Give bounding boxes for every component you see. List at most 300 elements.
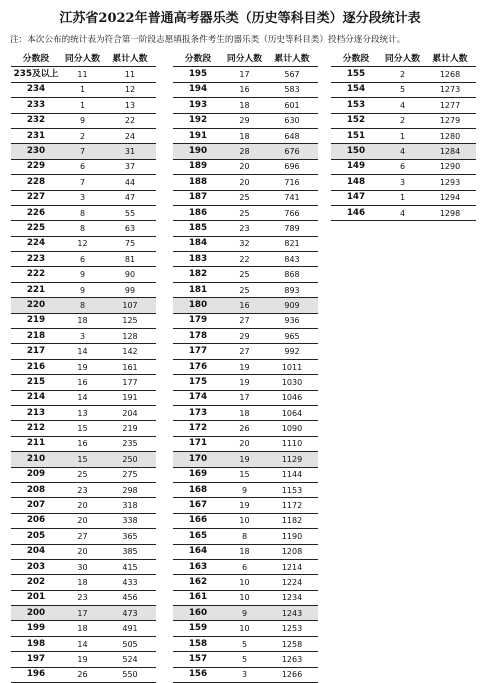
cumulative-cell: 99 (104, 282, 156, 297)
count-cell: 19 (223, 452, 266, 467)
score-cell: 155 (331, 67, 381, 82)
table-note: 注：本次公布的统计表为符合第一阶段志愿填报条件考生的器乐类（历史等科目类）投档分逐分段统计。 (10, 35, 406, 45)
cumulative-cell: 125 (104, 313, 156, 328)
count-cell: 17 (223, 390, 266, 405)
count-cell: 16 (223, 298, 266, 313)
table-row (11, 98, 156, 113)
table-row (11, 636, 156, 651)
score-cell: 199 (11, 621, 61, 636)
header-count: 同分人数 (61, 52, 104, 67)
score-cell: 177 (173, 344, 223, 359)
cumulative-cell: 44 (104, 175, 156, 190)
count-cell: 20 (223, 159, 266, 174)
count-cell: 10 (223, 575, 266, 590)
table-row (11, 452, 156, 467)
table-row (11, 590, 156, 605)
score-cell: 197 (11, 652, 61, 667)
cumulative-cell: 601 (266, 98, 318, 113)
count-cell: 18 (223, 98, 266, 113)
score-cell: 211 (11, 436, 61, 451)
cumulative-cell: 1182 (266, 513, 318, 528)
count-cell: 3 (61, 190, 104, 205)
cumulative-cell: 37 (104, 159, 156, 174)
count-cell: 8 (61, 205, 104, 220)
cumulative-cell: 1046 (266, 390, 318, 405)
table-row (11, 390, 156, 405)
count-cell: 5 (381, 82, 424, 97)
cumulative-cell: 1273 (424, 82, 476, 97)
cumulative-cell: 161 (104, 359, 156, 374)
score-cell: 174 (173, 390, 223, 405)
score-cell: 154 (331, 82, 381, 97)
header-score: 分数段 (173, 52, 223, 67)
score-cell: 208 (11, 482, 61, 497)
count-cell: 9 (61, 113, 104, 128)
header-count: 同分人数 (381, 52, 424, 67)
score-cell: 184 (173, 236, 223, 251)
count-cell: 29 (223, 113, 266, 128)
table-row (11, 559, 156, 574)
cumulative-cell: 1190 (266, 529, 318, 544)
cumulative-cell: 1129 (266, 452, 318, 467)
table-row (11, 267, 156, 282)
count-cell: 20 (61, 513, 104, 528)
table-row (11, 513, 156, 528)
table-row (173, 175, 318, 190)
cumulative-cell: 219 (104, 421, 156, 436)
score-cell: 182 (173, 267, 223, 282)
cumulative-cell: 965 (266, 329, 318, 344)
count-cell: 18 (61, 621, 104, 636)
count-cell: 10 (223, 621, 266, 636)
count-cell: 15 (61, 421, 104, 436)
cumulative-cell: 696 (266, 159, 318, 174)
count-cell: 14 (61, 390, 104, 405)
score-cell: 176 (173, 359, 223, 374)
cumulative-cell: 90 (104, 267, 156, 282)
table-row (173, 405, 318, 420)
count-cell: 18 (61, 313, 104, 328)
score-cell: 226 (11, 205, 61, 220)
header-cumulative: 累计人数 (424, 52, 476, 67)
count-cell: 25 (61, 467, 104, 482)
page-title: 江苏省2022年普通高考器乐类（历史等科目类）逐分段统计表 (59, 11, 421, 26)
cumulative-cell: 843 (266, 252, 318, 267)
table-row (11, 498, 156, 513)
score-table-column-2 (173, 52, 318, 683)
score-cell: 235及以上 (11, 67, 61, 82)
cumulative-cell: 191 (104, 390, 156, 405)
score-cell: 158 (173, 636, 223, 651)
table-row (11, 375, 156, 390)
score-cell: 214 (11, 390, 61, 405)
cumulative-cell: 13 (104, 98, 156, 113)
table-row (331, 98, 476, 113)
score-cell: 206 (11, 513, 61, 528)
table-row (173, 98, 318, 113)
table-row (11, 252, 156, 267)
count-cell: 6 (381, 159, 424, 174)
score-cell: 192 (173, 113, 223, 128)
score-cell: 216 (11, 359, 61, 374)
cumulative-cell: 433 (104, 575, 156, 590)
cumulative-cell: 766 (266, 205, 318, 220)
count-cell: 10 (223, 590, 266, 605)
score-cell: 190 (173, 144, 223, 159)
count-cell: 29 (223, 329, 266, 344)
cumulative-cell: 1153 (266, 482, 318, 497)
cumulative-cell: 177 (104, 375, 156, 390)
table-row (173, 282, 318, 297)
score-cell: 219 (11, 313, 61, 328)
table-row (331, 67, 476, 82)
count-cell: 5 (223, 652, 266, 667)
count-cell: 15 (223, 467, 266, 482)
count-cell: 30 (61, 559, 104, 574)
table-row (11, 282, 156, 297)
cumulative-cell: 1298 (424, 205, 476, 220)
score-cell: 217 (11, 344, 61, 359)
count-cell: 19 (223, 375, 266, 390)
count-cell: 14 (61, 636, 104, 651)
score-cell: 165 (173, 529, 223, 544)
table-row (173, 205, 318, 220)
count-cell: 26 (61, 667, 104, 682)
table-row (173, 67, 318, 82)
table-row (173, 606, 318, 621)
table-row (173, 221, 318, 236)
count-cell: 7 (61, 175, 104, 190)
score-cell: 188 (173, 175, 223, 190)
cumulative-cell: 1253 (266, 621, 318, 636)
score-cell: 151 (331, 128, 381, 143)
count-cell: 1 (381, 190, 424, 205)
score-cell: 166 (173, 513, 223, 528)
score-cell: 203 (11, 559, 61, 574)
cumulative-cell: 992 (266, 344, 318, 359)
count-cell: 27 (61, 529, 104, 544)
score-cell: 179 (173, 313, 223, 328)
table-row (173, 621, 318, 636)
score-cell: 149 (331, 159, 381, 174)
cumulative-cell: 55 (104, 205, 156, 220)
score-cell: 157 (173, 652, 223, 667)
score-cell: 146 (331, 205, 381, 220)
score-cell: 168 (173, 482, 223, 497)
count-cell: 3 (223, 667, 266, 682)
cumulative-cell: 47 (104, 190, 156, 205)
score-cell: 232 (11, 113, 61, 128)
cumulative-cell: 524 (104, 652, 156, 667)
count-cell: 7 (61, 144, 104, 159)
score-cell: 153 (331, 98, 381, 113)
table-row (173, 436, 318, 451)
table-row (11, 405, 156, 420)
score-cell: 198 (11, 636, 61, 651)
table-row (173, 452, 318, 467)
table-row (11, 236, 156, 251)
score-cell: 172 (173, 421, 223, 436)
count-cell: 16 (61, 436, 104, 451)
table-row (331, 175, 476, 190)
cumulative-cell: 1030 (266, 375, 318, 390)
count-cell: 4 (381, 144, 424, 159)
count-cell: 16 (61, 375, 104, 390)
table-row (173, 298, 318, 313)
table-row (173, 344, 318, 359)
count-cell: 19 (61, 652, 104, 667)
count-cell: 16 (223, 82, 266, 97)
score-cell: 195 (173, 67, 223, 82)
score-cell: 228 (11, 175, 61, 190)
score-cell: 196 (11, 667, 61, 682)
table-row (173, 498, 318, 513)
cumulative-cell: 1294 (424, 190, 476, 205)
score-cell: 180 (173, 298, 223, 313)
count-cell: 8 (223, 529, 266, 544)
cumulative-cell: 868 (266, 267, 318, 282)
table-row (11, 190, 156, 205)
cumulative-cell: 648 (266, 128, 318, 143)
table-row (11, 436, 156, 451)
cumulative-cell: 1279 (424, 113, 476, 128)
table-row (11, 575, 156, 590)
header-cumulative: 累计人数 (104, 52, 156, 67)
count-cell: 9 (223, 606, 266, 621)
table-row (11, 159, 156, 174)
table-row (11, 482, 156, 497)
cumulative-cell: 1234 (266, 590, 318, 605)
cumulative-cell: 365 (104, 529, 156, 544)
table-row (173, 482, 318, 497)
header-score: 分数段 (11, 52, 61, 67)
score-cell: 148 (331, 175, 381, 190)
cumulative-cell: 235 (104, 436, 156, 451)
table-row (11, 652, 156, 667)
table-row (173, 359, 318, 374)
score-cell: 181 (173, 282, 223, 297)
count-cell: 1 (381, 128, 424, 143)
table-row (11, 82, 156, 97)
header-count: 同分人数 (223, 52, 266, 67)
table-row (11, 421, 156, 436)
table-row (173, 113, 318, 128)
table-row (11, 67, 156, 82)
cumulative-cell: 1280 (424, 128, 476, 143)
score-cell: 175 (173, 375, 223, 390)
count-cell: 18 (61, 575, 104, 590)
table-row (173, 159, 318, 174)
table-row (11, 313, 156, 328)
cumulative-cell: 22 (104, 113, 156, 128)
table-header-row (11, 52, 156, 67)
score-cell: 210 (11, 452, 61, 467)
count-cell: 23 (223, 221, 266, 236)
score-cell: 147 (331, 190, 381, 205)
count-cell: 13 (61, 405, 104, 420)
table-row (173, 128, 318, 143)
cumulative-cell: 1224 (266, 575, 318, 590)
table-row (173, 544, 318, 559)
table-row (173, 375, 318, 390)
score-cell: 202 (11, 575, 61, 590)
count-cell: 28 (223, 144, 266, 159)
cumulative-cell: 1263 (266, 652, 318, 667)
score-cell: 215 (11, 375, 61, 390)
cumulative-cell: 741 (266, 190, 318, 205)
score-cell: 178 (173, 329, 223, 344)
table-row (331, 159, 476, 174)
score-cell: 160 (173, 606, 223, 621)
table-row (11, 144, 156, 159)
count-cell: 14 (61, 344, 104, 359)
table-row (173, 329, 318, 344)
score-cell: 221 (11, 282, 61, 297)
cumulative-cell: 789 (266, 221, 318, 236)
count-cell: 23 (61, 590, 104, 605)
count-cell: 6 (61, 159, 104, 174)
cumulative-cell: 1064 (266, 405, 318, 420)
cumulative-cell: 142 (104, 344, 156, 359)
table-row (173, 390, 318, 405)
table-row (11, 621, 156, 636)
cumulative-cell: 583 (266, 82, 318, 97)
cumulative-cell: 505 (104, 636, 156, 651)
cumulative-cell: 128 (104, 329, 156, 344)
cumulative-cell: 1110 (266, 436, 318, 451)
score-cell: 220 (11, 298, 61, 313)
count-cell: 18 (223, 128, 266, 143)
score-cell: 204 (11, 544, 61, 559)
cumulative-cell: 11 (104, 67, 156, 82)
table-row (11, 175, 156, 190)
score-cell: 185 (173, 221, 223, 236)
count-cell: 25 (223, 267, 266, 282)
count-cell: 23 (61, 482, 104, 497)
count-cell: 20 (61, 498, 104, 513)
count-cell: 32 (223, 236, 266, 251)
cumulative-cell: 1277 (424, 98, 476, 113)
score-cell: 156 (173, 667, 223, 682)
count-cell: 17 (223, 67, 266, 82)
cumulative-cell: 24 (104, 128, 156, 143)
table-row (173, 82, 318, 97)
score-cell: 150 (331, 144, 381, 159)
score-cell: 200 (11, 606, 61, 621)
count-cell: 1 (61, 98, 104, 113)
count-cell: 3 (61, 329, 104, 344)
score-cell: 187 (173, 190, 223, 205)
table-row (331, 205, 476, 220)
count-cell: 5 (223, 636, 266, 651)
score-cell: 234 (11, 82, 61, 97)
table-row (11, 344, 156, 359)
score-cell: 230 (11, 144, 61, 159)
score-cell: 224 (11, 236, 61, 251)
table-row (11, 467, 156, 482)
score-cell: 229 (11, 159, 61, 174)
cumulative-cell: 1258 (266, 636, 318, 651)
cumulative-cell: 491 (104, 621, 156, 636)
count-cell: 4 (381, 205, 424, 220)
table-row (11, 529, 156, 544)
table-row (331, 113, 476, 128)
table-row (331, 144, 476, 159)
cumulative-cell: 821 (266, 236, 318, 251)
table-row (173, 144, 318, 159)
table-row (11, 329, 156, 344)
table-row (173, 513, 318, 528)
score-cell: 152 (331, 113, 381, 128)
count-cell: 8 (61, 221, 104, 236)
header-cumulative: 累计人数 (266, 52, 318, 67)
table-row (173, 267, 318, 282)
cumulative-cell: 31 (104, 144, 156, 159)
table-row (173, 667, 318, 682)
score-cell: 170 (173, 452, 223, 467)
cumulative-cell: 1144 (266, 467, 318, 482)
cumulative-cell: 1208 (266, 544, 318, 559)
cumulative-cell: 1290 (424, 159, 476, 174)
count-cell: 4 (381, 98, 424, 113)
count-cell: 11 (61, 67, 104, 82)
score-cell: 173 (173, 405, 223, 420)
score-cell: 159 (173, 621, 223, 636)
cumulative-cell: 1266 (266, 667, 318, 682)
cumulative-cell: 1214 (266, 559, 318, 574)
table-header-row (331, 52, 476, 67)
count-cell: 19 (61, 359, 104, 374)
score-cell: 193 (173, 98, 223, 113)
score-cell: 194 (173, 82, 223, 97)
count-cell: 9 (223, 482, 266, 497)
score-cell: 183 (173, 252, 223, 267)
cumulative-cell: 204 (104, 405, 156, 420)
table-row (11, 359, 156, 374)
table-row (173, 590, 318, 605)
cumulative-cell: 318 (104, 498, 156, 513)
score-cell: 162 (173, 575, 223, 590)
cumulative-cell: 567 (266, 67, 318, 82)
table-row (173, 421, 318, 436)
score-cell: 213 (11, 405, 61, 420)
count-cell: 8 (61, 298, 104, 313)
count-cell: 19 (223, 498, 266, 513)
count-cell: 27 (223, 344, 266, 359)
score-cell: 164 (173, 544, 223, 559)
cumulative-cell: 1268 (424, 67, 476, 82)
cumulative-cell: 338 (104, 513, 156, 528)
table-row (173, 190, 318, 205)
count-cell: 19 (223, 359, 266, 374)
table-row (11, 128, 156, 143)
count-cell: 6 (223, 559, 266, 574)
cumulative-cell: 298 (104, 482, 156, 497)
score-cell: 189 (173, 159, 223, 174)
cumulative-cell: 1172 (266, 498, 318, 513)
table-header-row (173, 52, 318, 67)
cumulative-cell: 893 (266, 282, 318, 297)
cumulative-cell: 81 (104, 252, 156, 267)
table-row (11, 221, 156, 236)
score-table-column-3 (331, 52, 476, 221)
count-cell: 20 (223, 175, 266, 190)
count-cell: 12 (61, 236, 104, 251)
cumulative-cell: 63 (104, 221, 156, 236)
count-cell: 18 (223, 405, 266, 420)
count-cell: 2 (61, 128, 104, 143)
table-row (173, 252, 318, 267)
